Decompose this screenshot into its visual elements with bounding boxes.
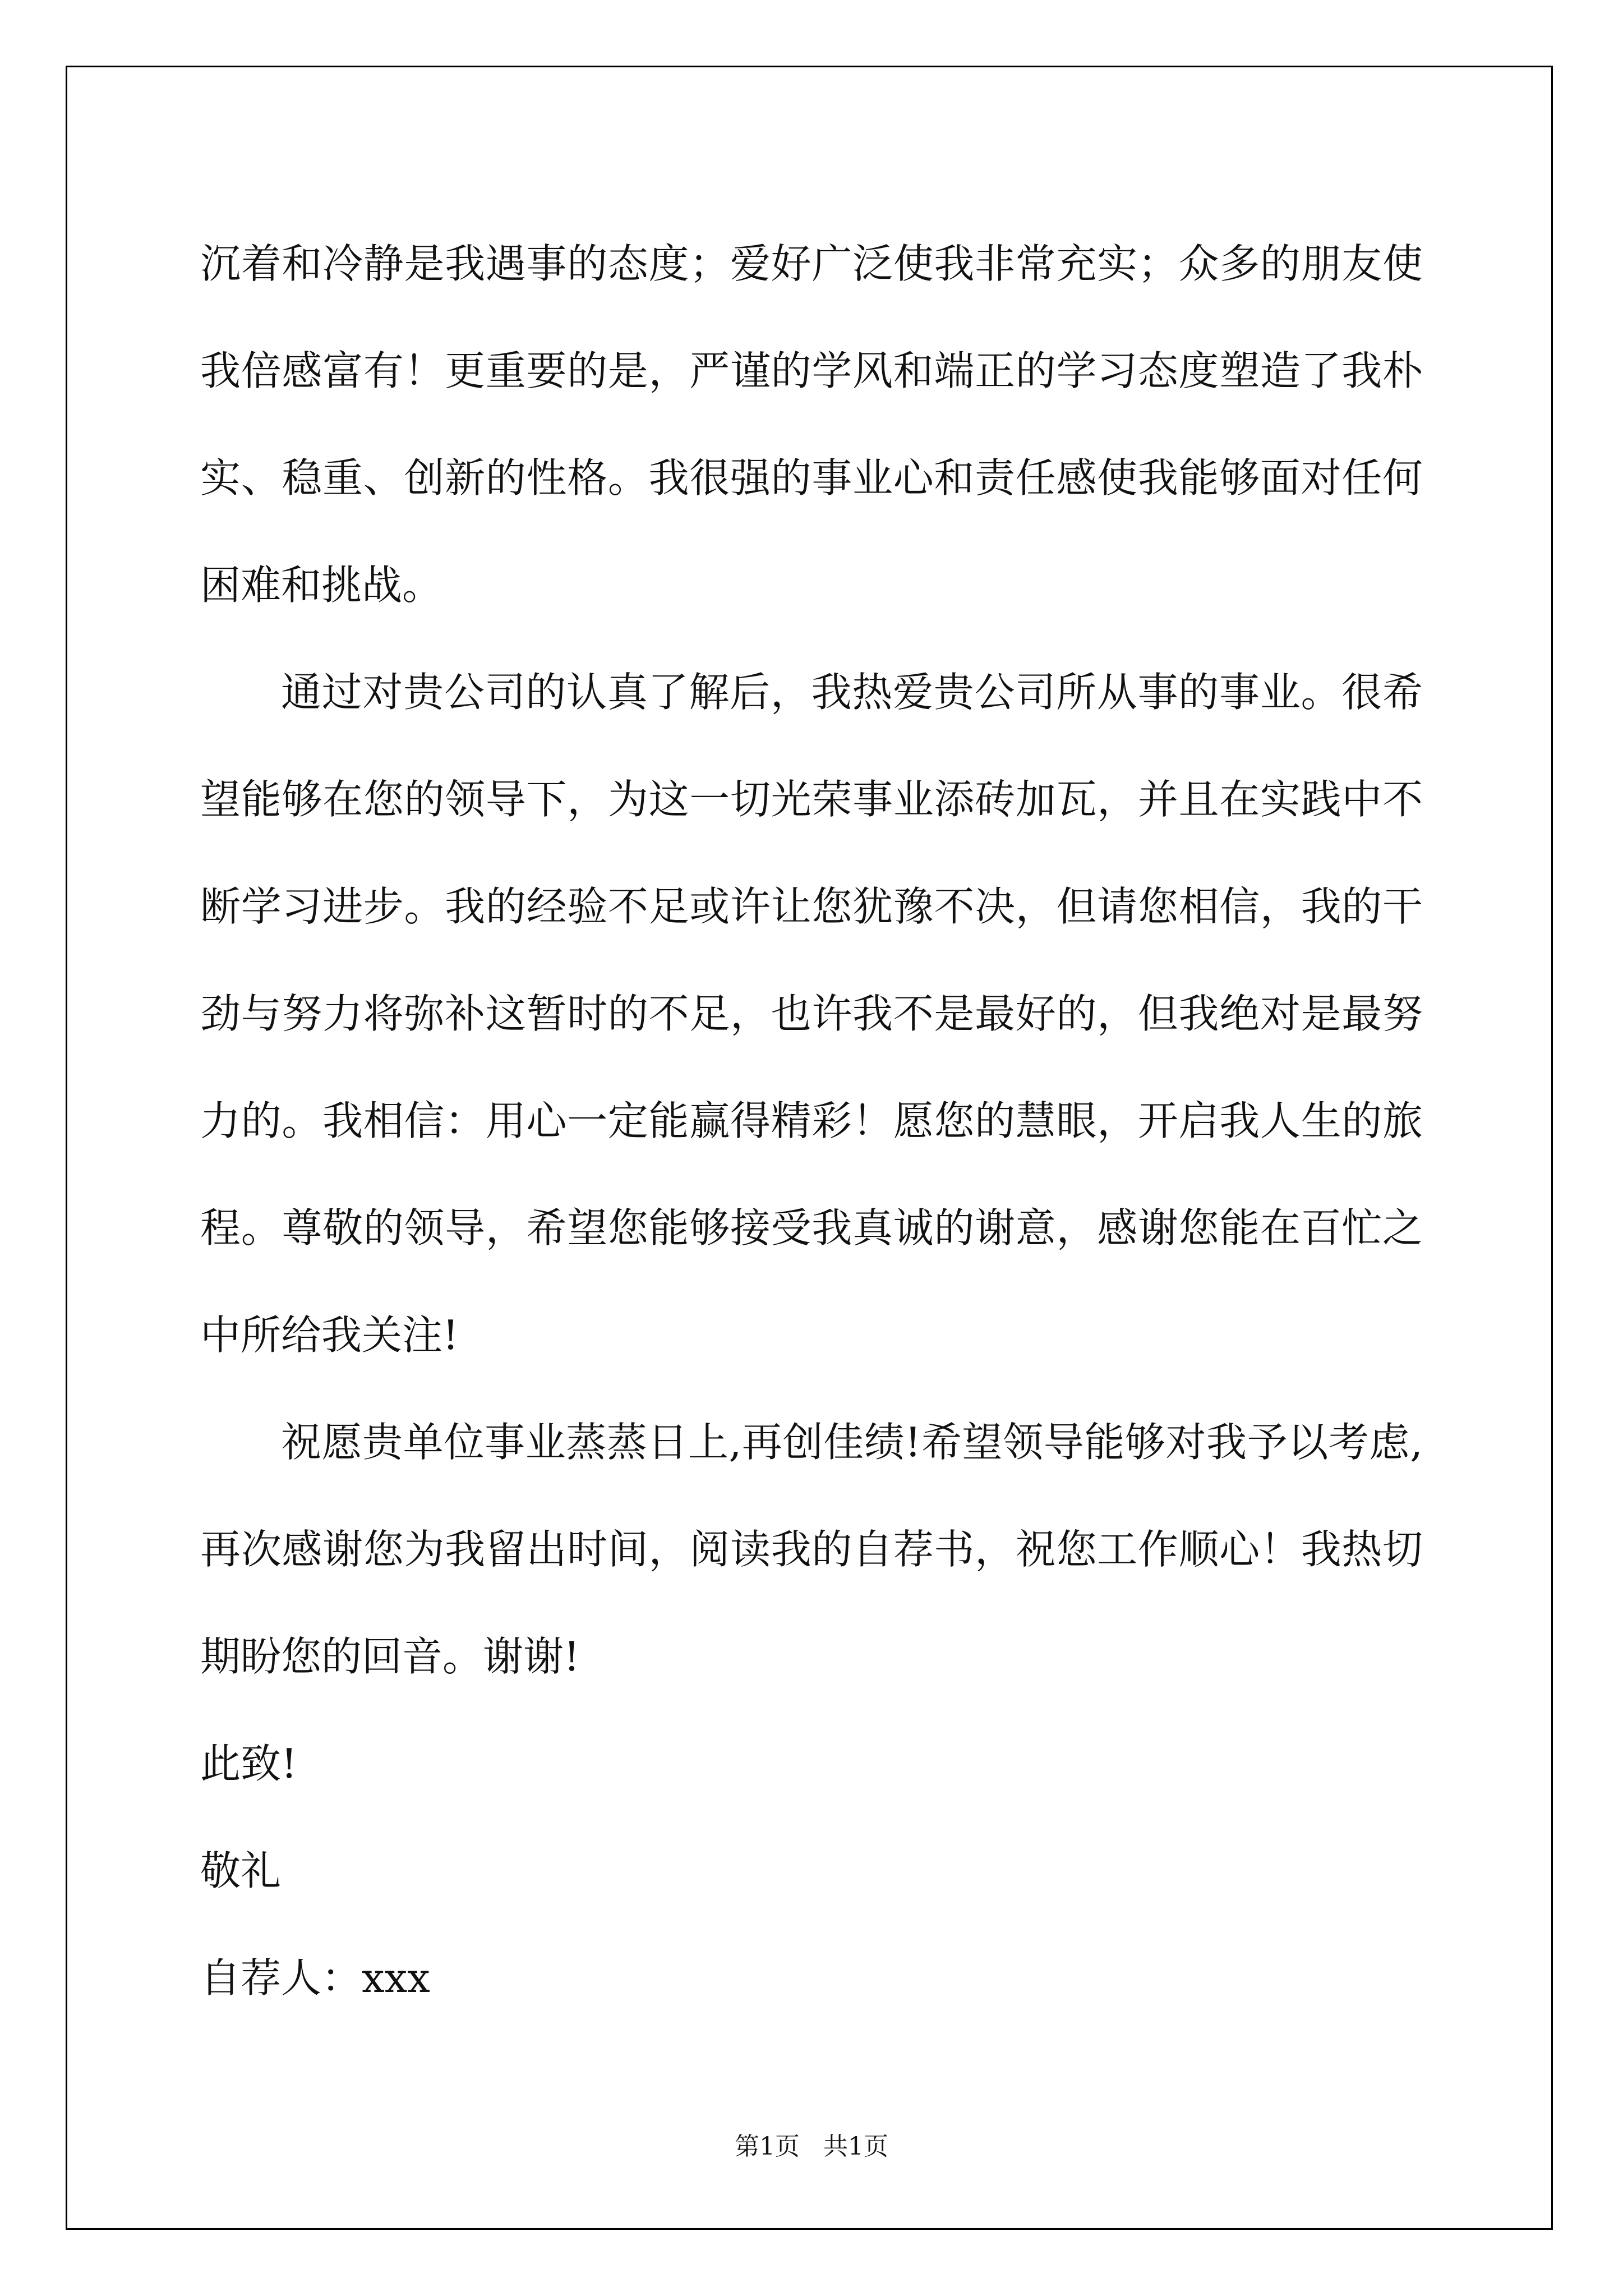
closing-line: 此致! (200, 1740, 297, 1787)
paragraph-2: 通过对贵公司的认真了解后，我热爱贵公司所从事的事业。很希望能够在您的领导下，为这一切光荣事业添砖加瓦，并且在实践中不断学习进步。我的经验不足或许让您犹豫不决，但请您相信，我的干劲与努力将弥补这暂时的不足，也许我不是最好的，但我绝对是最努力的。我相信：用心一定能赢得精彩！愿您的慧眼，开启我人生的旅程。尊敬的领导，希望您能够接受我真诚的谢意，感谢您能在百忙之中所给我关注! (200, 669, 1423, 1359)
paragraph-1: 沉着和冷静是我遇事的态度；爱好广泛使我非常充实；众多的朋友使我倍感富有！更重要的是，严谨的学风和端正的学习态度塑造了我朴实、稳重、创新的性格。我很强的事业心和责任感使我能够面对任何困难和挑战。 (200, 240, 1423, 609)
page-footer: 第1页 共1页 (735, 2132, 888, 2161)
salutation-line: 敬礼 (200, 1847, 282, 1894)
paragraph-3: 祝愿贵单位事业蒸蒸日上,再创佳绩!希望领导能够对我予以考虑,再次感谢您为我留出时间，阅读我的自荐书，祝您工作顺心！我热切期盼您的回音。谢谢! (200, 1419, 1423, 1680)
signature-line: 自荐人：xxx (200, 1954, 430, 2001)
letter-body (200, 210, 1423, 2032)
